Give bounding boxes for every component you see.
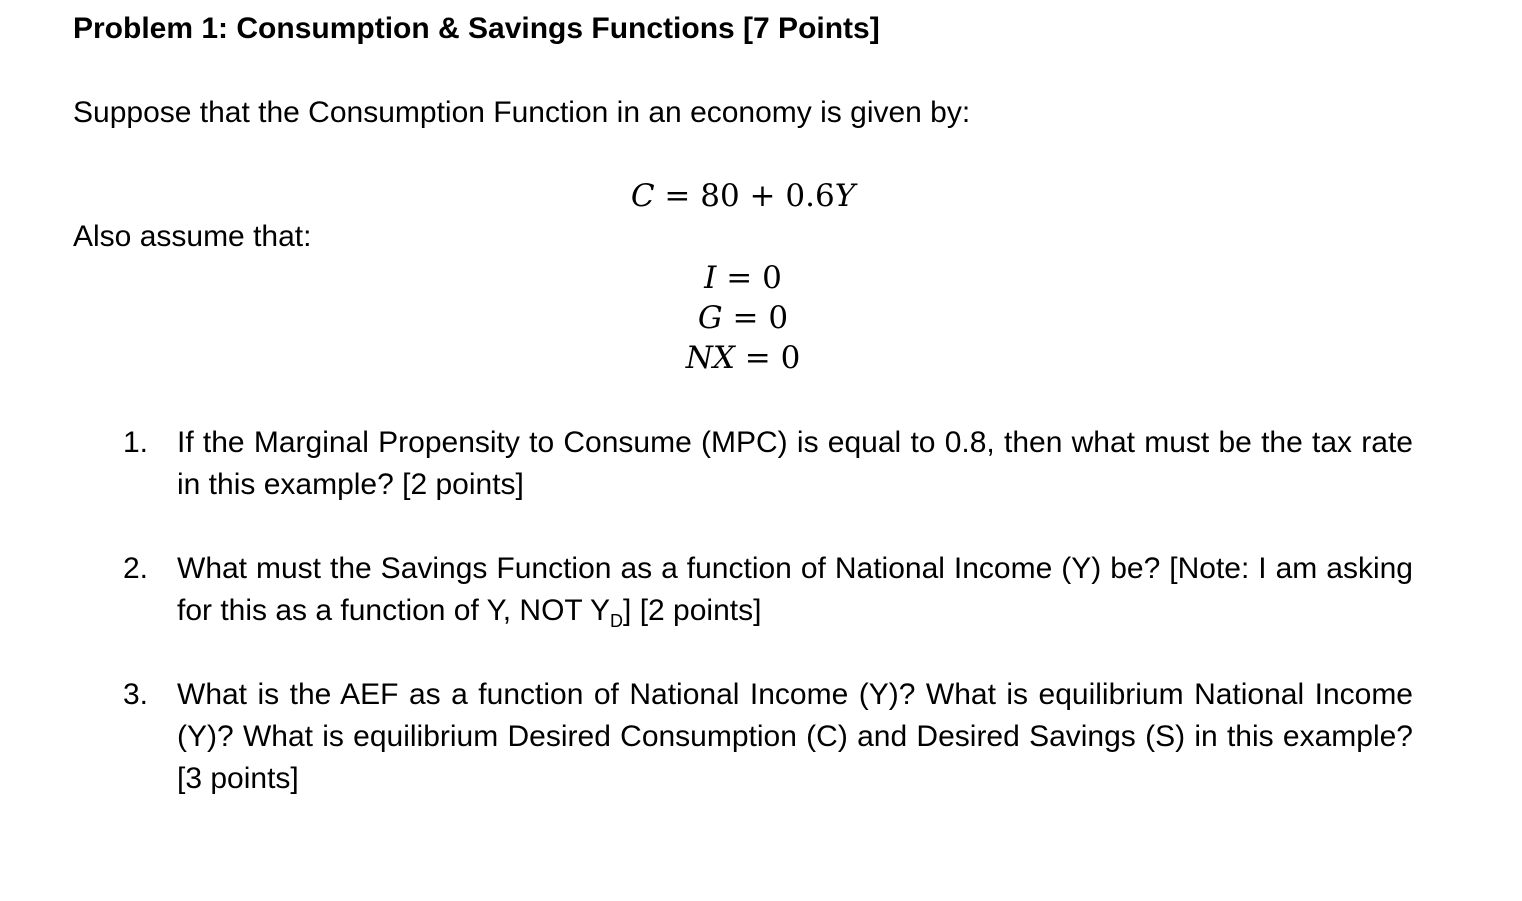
investment-equation xyxy=(543,260,943,296)
question-number: 2. xyxy=(123,552,149,585)
equation-rhs-variable: Y xyxy=(834,178,856,214)
subscript-d: D xyxy=(610,611,624,631)
question-1 xyxy=(123,422,1413,506)
question-number: 3. xyxy=(123,678,149,711)
question-2 xyxy=(123,548,1413,642)
question-text-part: What must the Savings Function as a function of National Income (Y) be? [Note: I am asking for this as a function of Y, NOT Y xyxy=(177,552,1413,627)
question-text-part: ] [2 points] xyxy=(623,594,762,627)
government-variable: G xyxy=(697,300,723,336)
question-number: 1. xyxy=(123,426,149,459)
net-exports-equation xyxy=(543,340,943,376)
problem-title: Problem 1: Consumption & Savings Functions [7 Points] xyxy=(73,12,880,45)
assume-text: Also assume that: xyxy=(73,220,312,253)
net-exports-variable: NX xyxy=(685,340,735,376)
investment-value: = 0 xyxy=(726,260,782,296)
question-text: What is the AEF as a function of National Income (Y)? What is equilibrium National Income (Y)? What is equilibrium Desired Consumption (C) and Desired Savings (S) in this example? [3 points] xyxy=(177,678,1413,795)
net-exports-value: = 0 xyxy=(744,340,801,376)
consumption-function-equation xyxy=(543,178,943,214)
intro-text: Suppose that the Consumption Function in an economy is given by: xyxy=(73,96,971,129)
question-3 xyxy=(123,674,1413,800)
equation-rhs: = 80 + 0.6 xyxy=(664,178,835,214)
question-text: If the Marginal Propensity to Consume (MPC) is equal to 0.8, then what must be the tax rate in this example? [2 points] xyxy=(177,426,1413,501)
government-equation xyxy=(543,300,943,336)
equation-lhs: C xyxy=(630,178,655,214)
question-text xyxy=(177,548,1413,642)
investment-variable: I xyxy=(704,260,717,296)
government-value: = 0 xyxy=(732,300,789,336)
